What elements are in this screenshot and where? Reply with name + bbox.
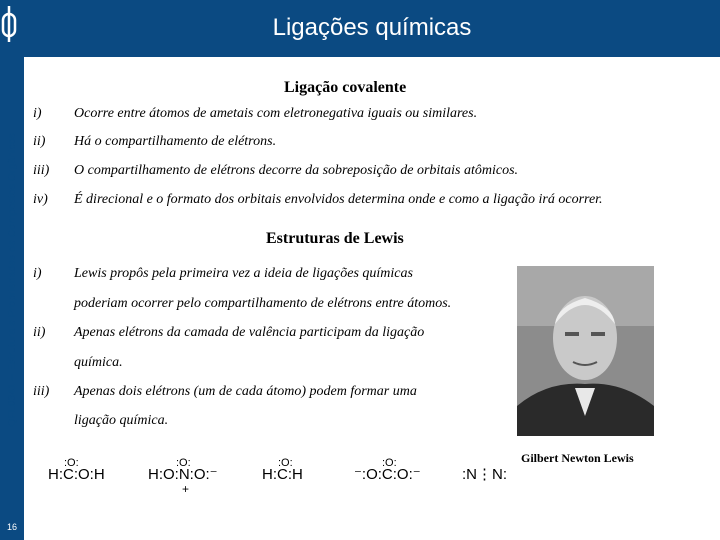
item-text-line1: Apenas elétrons da camada de valência participam da ligação [74, 325, 425, 340]
lewis-structure-nitrogen [462, 460, 507, 484]
portrait-photo [517, 266, 654, 436]
item-number: i) [33, 266, 42, 281]
item-number: iii) [33, 384, 50, 399]
item-text-line1: Lewis propôs pela primeira vez a ideia de ligações químicas [74, 266, 413, 281]
course-label: QFL0341 – Estrutura e Propriedades de Compostos Orgânicos [6, 133, 18, 427]
item-text: Há o compartilhamento de elétrons. [74, 134, 277, 149]
logo-icon [0, 0, 24, 44]
lewis-structure-nitrate: :O: H:O:N:O:⁻ + [148, 457, 218, 496]
page-number: 16 [6, 522, 17, 532]
item-number: iv) [33, 192, 48, 207]
item-text: É direcional e o formato dos orbitais envolvidos determina onde e como a ligação irá ocorrer. [74, 192, 603, 207]
item-number: ii) [33, 134, 46, 149]
item-number: ii) [33, 325, 46, 340]
item-text: Ocorre entre átomos de ametais com eletronegativa iguais ou similares. [74, 106, 478, 121]
page-title: Ligações químicas [272, 14, 472, 41]
item-text-line2: química. [74, 355, 123, 370]
section-heading-lewis: Estruturas de Lewis [266, 230, 404, 247]
photo-caption: Gilbert Newton Lewis [521, 451, 634, 465]
lewis-formula: H:C:O:H [48, 466, 105, 483]
item-number: iii) [33, 163, 50, 178]
lewis-structure-formaldehyde: :O: H:C:H [262, 457, 303, 483]
sidebar [0, 0, 24, 540]
item-number: i) [33, 106, 42, 121]
lewis-formula: :N⋮N: [462, 466, 507, 483]
lewis-structure-methanol: :O: H:C:O:H [48, 457, 105, 483]
lewis-formula: H:C:H [262, 466, 303, 483]
item-text-line2: ligação química. [74, 413, 169, 428]
charge-label: + [182, 482, 190, 496]
section-heading-covalent: Ligação covalente [284, 79, 407, 96]
item-text-line2: poderiam ocorrer pelo compartilhamento de elétrons entre átomos. [74, 296, 452, 311]
item-text: O compartilhamento de elétrons decorre da sobreposição de orbitais atômicos. [74, 163, 519, 178]
lewis-structure-carbonate: :O: ⁻:O:C:O:⁻ [354, 457, 421, 483]
lewis-formula: H:O:N:O:⁻ [148, 466, 218, 483]
lewis-formula: ⁻:O:C:O:⁻ [354, 466, 421, 483]
item-text-line1: Apenas dois elétrons (um de cada átomo) podem formar uma [74, 384, 417, 399]
